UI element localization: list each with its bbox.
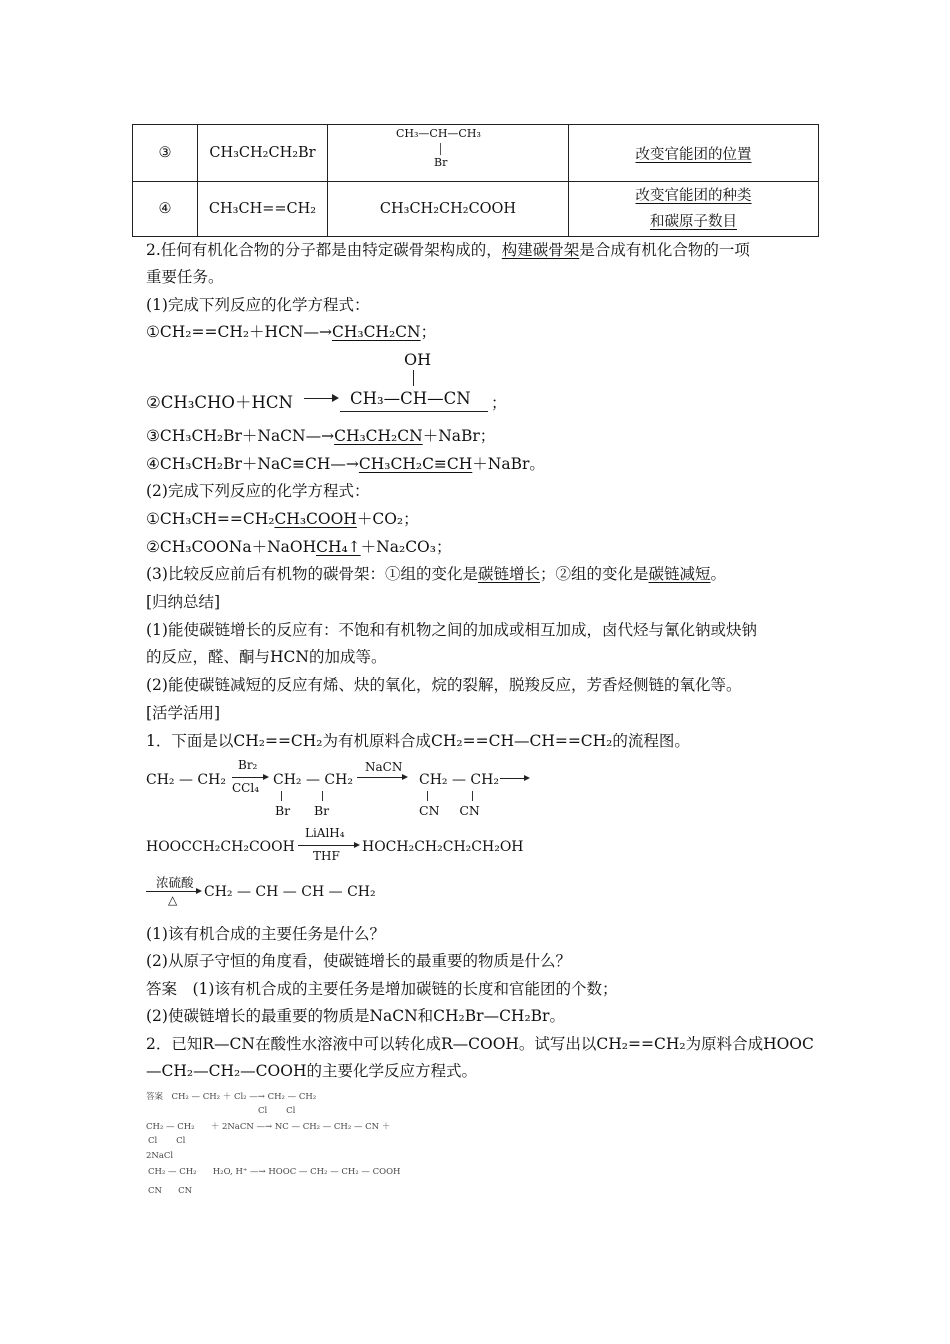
answer-equation: CH₂ — CH₂ ＋ 2NaCN —→ NC — CH₂ — CH₂ — CN ＋ xyxy=(146,1122,391,1132)
product-substituent: Br xyxy=(434,156,448,169)
text: ②CH₃CHO＋HCN xyxy=(146,393,293,412)
arrow-head-icon xyxy=(196,888,202,894)
arrow-line xyxy=(298,845,356,846)
text: ； xyxy=(491,394,507,412)
answer-blank: CH₃COOH xyxy=(274,510,357,528)
substituents: CN CN xyxy=(419,803,480,818)
table-row xyxy=(133,182,819,237)
text: ；②组的变化是 xyxy=(539,565,649,583)
text: 。 xyxy=(710,565,727,583)
reagent-label: CCl₄ xyxy=(232,781,260,795)
answer-substituents: CN CN xyxy=(148,1186,193,1196)
paragraph-line: (1)能使碳链增长的反应有：不饱和有机物之间的加成或相互加成，卤代烃与氰化钠或炔钠 xyxy=(146,621,757,639)
product-cell xyxy=(328,125,569,182)
bond-line xyxy=(472,791,473,801)
section-heading: [活学活用] xyxy=(146,704,221,722)
substituents: Br Br xyxy=(275,803,330,818)
answer-blank: CH₃CH₂C≡CH xyxy=(358,455,473,473)
answer-equation: 答案 CH₂ — CH₂ ＋ Cl₂ —→ CH₂ — CH₂ xyxy=(146,1092,317,1102)
answer-blank: CH₃—CH—CN xyxy=(350,389,471,408)
purpose-text: 改变官能团的种类 xyxy=(635,188,752,204)
text: ＋NaBr； xyxy=(422,427,496,445)
reagent-label: THF xyxy=(313,849,340,863)
reagent-label: LiAlH₄ xyxy=(305,826,345,840)
purpose-cell xyxy=(569,125,819,182)
equation xyxy=(146,537,451,557)
purpose-text: 改变官能团的位置 xyxy=(635,146,752,163)
arrow-line xyxy=(232,777,266,778)
text: ； xyxy=(420,323,437,341)
text: ③CH₃CH₂Br＋NaCN—→ xyxy=(146,427,335,445)
answer-blank: CH₃CH₂CN xyxy=(331,323,421,341)
bond-line xyxy=(281,791,282,801)
bond-line xyxy=(322,791,323,801)
arrow-line xyxy=(146,891,198,892)
arrow-head-icon xyxy=(354,842,360,848)
purpose-text: 和碳原子数目 xyxy=(650,214,737,230)
bond-line xyxy=(413,370,414,386)
compound: HOCH₂CH₂CH₂CH₂OH xyxy=(362,839,524,855)
paragraph-line: 重要任务。 xyxy=(146,268,224,286)
question: —CH₂—CH₂—COOH的主要化学反应方程式。 xyxy=(146,1062,477,1080)
product-formula: CH₃—CH—CH₃ xyxy=(396,127,481,140)
subheading: (2)完成下列反应的化学方程式： xyxy=(146,482,370,500)
text: (3)比较反应前后有机物的碳骨架：①组的变化是 xyxy=(146,565,478,583)
row-number: ③ xyxy=(133,125,198,182)
question: 1．下面是以CH₂==CH₂为有机原料合成CH₂==CH—CH==CH₂的流程图。 xyxy=(146,732,690,750)
text: ＋Na₂CO₃； xyxy=(360,538,452,556)
question: (2)从原子守恒的角度看，使碳链增长的最重要的物质是什么？ xyxy=(146,952,571,970)
text: ②CH₃COONa＋NaOH xyxy=(146,538,317,556)
text: ＋NaBr。 xyxy=(472,455,545,473)
compound: CH₂ — CH₂ xyxy=(419,772,499,788)
text: ＋CO₂； xyxy=(356,510,419,528)
answer-equation: CH₂ — CH₂ H₂O, H⁺ —→ HOOC — CH₂ — CH₂ — COOH xyxy=(148,1167,401,1177)
purpose-cell xyxy=(569,182,819,237)
heat-icon: △ xyxy=(168,893,178,907)
paragraph-line: (2)能使碳链减短的反应有烯、炔的氧化，烷的裂解，脱羧反应，芳香烃侧链的氧化等。 xyxy=(146,676,742,694)
paragraph-line xyxy=(146,564,726,584)
arrow-head-icon xyxy=(332,394,339,402)
arrow-head-icon xyxy=(524,775,530,781)
underline xyxy=(340,411,488,412)
arrow-line xyxy=(500,778,526,779)
equation xyxy=(146,322,436,342)
equation xyxy=(146,426,495,446)
arrow-head-icon xyxy=(263,774,269,780)
equation xyxy=(146,509,419,529)
answer-blank: 碳链增长 xyxy=(477,565,540,583)
reactant-cell: CH₃CH==CH₂ xyxy=(198,182,328,237)
arrow-line xyxy=(357,777,405,778)
question: (1)该有机合成的主要任务是什么？ xyxy=(146,925,385,943)
subheading: (1)完成下列反应的化学方程式： xyxy=(146,296,370,314)
question: 2．已知R—CN在酸性水溶液中可以转化成R—COOH。试写出以CH₂==CH₂为原料合成HOOC xyxy=(146,1035,814,1053)
answer-substituents: Cl Cl xyxy=(258,1106,296,1116)
reagent-label: Br₂ xyxy=(238,758,258,772)
equation xyxy=(146,454,545,474)
text: 2.任何有机化合物的分子都是由特定碳骨架构成的， xyxy=(146,241,502,259)
reactant-cell: CH₃CH₂CH₂Br xyxy=(198,125,328,182)
bond-line xyxy=(440,143,441,155)
answer-byproduct: 2NaCl xyxy=(146,1151,174,1161)
answer-blank: CH₄↑ xyxy=(316,538,361,556)
compound: HOOCCH₂CH₂COOH xyxy=(146,839,295,855)
compound: CH₂ — CH — CH — CH₂ xyxy=(204,884,376,900)
reagent-label: NaCN xyxy=(365,760,403,774)
answer-substituents: Cl Cl xyxy=(148,1136,186,1146)
table-row xyxy=(133,125,819,182)
substituent-oh: OH xyxy=(404,350,432,369)
answer-blank: CH₃CH₂CN xyxy=(334,427,423,445)
answer-blank: 构建碳骨架 xyxy=(501,241,580,259)
paragraph-line xyxy=(146,240,750,260)
text: ④CH₃CH₂Br＋NaC≡CH—→ xyxy=(146,455,359,473)
answer: 答案 (1)该有机合成的主要任务是增加碳链的长度和官能团的个数； xyxy=(146,980,618,998)
answer-blank: 碳链减短 xyxy=(648,565,711,583)
text: 是合成有机化合物的一项 xyxy=(579,241,750,259)
paragraph-line: 的反应，醛、酮与HCN的加成等。 xyxy=(146,648,387,666)
row-number: ④ xyxy=(133,182,198,237)
reaction-table xyxy=(132,124,819,237)
compound: CH₂ — CH₂ xyxy=(146,772,226,788)
text: ①CH₃CH==CH₂ xyxy=(146,510,275,528)
equation xyxy=(146,389,293,413)
text: ①CH₂==CH₂＋HCN—→ xyxy=(146,323,332,341)
product-cell: CH₃CH₂CH₂COOH xyxy=(328,182,569,237)
answer: (2)使碳链增长的最重要的物质是NaCN和CH₂Br—CH₂Br。 xyxy=(146,1007,565,1025)
bond-line xyxy=(427,791,428,801)
reagent-label: 浓硫酸 xyxy=(156,875,194,890)
compound: CH₂ — CH₂ xyxy=(273,772,353,788)
section-heading: [归纳总结] xyxy=(146,593,221,611)
arrow-head-icon xyxy=(402,774,408,780)
